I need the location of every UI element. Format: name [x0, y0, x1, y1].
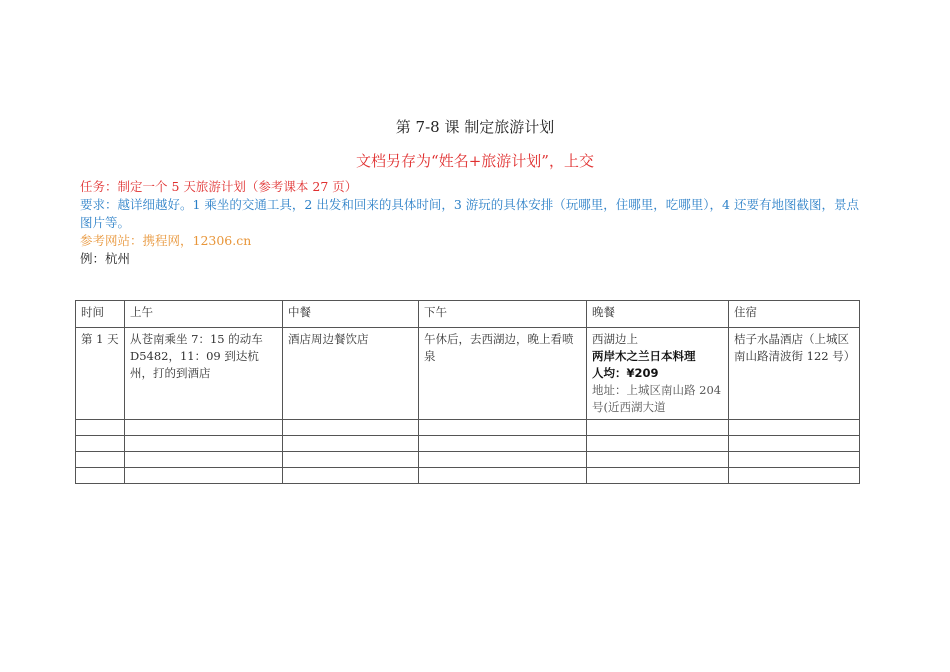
table-row [76, 328, 860, 420]
table-cell [76, 468, 125, 484]
header-lodging: 住宿 [729, 301, 860, 328]
cell-dinner [587, 328, 729, 420]
cell-time: 第 1 天 [76, 328, 125, 420]
table-header-row [76, 301, 860, 328]
table-cell [729, 468, 860, 484]
subtitle: 文档另存为“姓名+旅游计划”，上交 [356, 152, 594, 170]
table-cell [419, 420, 587, 436]
table-row [76, 468, 860, 484]
table-cell [76, 452, 125, 468]
dinner-restaurant: 两岸木之兰日本料理 [592, 349, 696, 363]
table-row [76, 452, 860, 468]
table-cell [419, 468, 587, 484]
table-cell [125, 420, 283, 436]
table-cell [729, 452, 860, 468]
table-cell [125, 468, 283, 484]
task-text: 任务：制定一个 5 天旅游计划（参考课本 27 页） [80, 179, 358, 194]
table-cell [729, 436, 860, 452]
page-title: 第 7-8 课 制定旅游计划 [395, 118, 555, 136]
table-cell [76, 420, 125, 436]
table-cell [283, 452, 419, 468]
table-cell [587, 420, 729, 436]
header-lunch: 中餐 [283, 301, 419, 328]
header-time: 时间 [76, 301, 125, 328]
reference-text: 参考网站：携程网，12306.cn [80, 233, 252, 248]
table-cell [125, 452, 283, 468]
example-text: 例：杭州 [80, 251, 131, 266]
requirement-text: 要求：越详细越好。1 乘坐的交通工具，2 出发和回来的具体时间，3 游玩的具体安排（玩哪里，住哪里，吃哪里），4 还要有地图截图，景点图片等。 [80, 197, 859, 230]
dinner-address: 地址：上城区南山路 204 号(近西湖大道 [592, 383, 722, 414]
table-cell [283, 420, 419, 436]
table-cell [419, 452, 587, 468]
cell-lunch: 酒店周边餐饮店 [283, 328, 419, 420]
table-cell [419, 436, 587, 452]
dinner-price: 人均：¥209 [592, 366, 659, 380]
table-cell [283, 436, 419, 452]
table-cell [76, 436, 125, 452]
table-cell [587, 452, 729, 468]
table-cell [125, 436, 283, 452]
header-afternoon: 下午 [419, 301, 587, 328]
cell-lodging: 桔子水晶酒店（上城区南山路清波街 122 号） [729, 328, 860, 420]
cell-morning: 从苍南乘坐 7：15 的动车 D5482，11：09 到达杭州，打的到酒店 [125, 328, 283, 420]
table-cell [587, 436, 729, 452]
table-cell [283, 468, 419, 484]
table-cell [729, 420, 860, 436]
travel-plan-table [75, 300, 860, 484]
table-cell [587, 468, 729, 484]
header-dinner: 晚餐 [587, 301, 729, 328]
table-row [76, 420, 860, 436]
dinner-place: 西湖边上 [592, 332, 638, 346]
header-morning: 上午 [125, 301, 283, 328]
cell-afternoon: 午休后，去西湖边，晚上看喷泉 [419, 328, 587, 420]
table-row [76, 436, 860, 452]
